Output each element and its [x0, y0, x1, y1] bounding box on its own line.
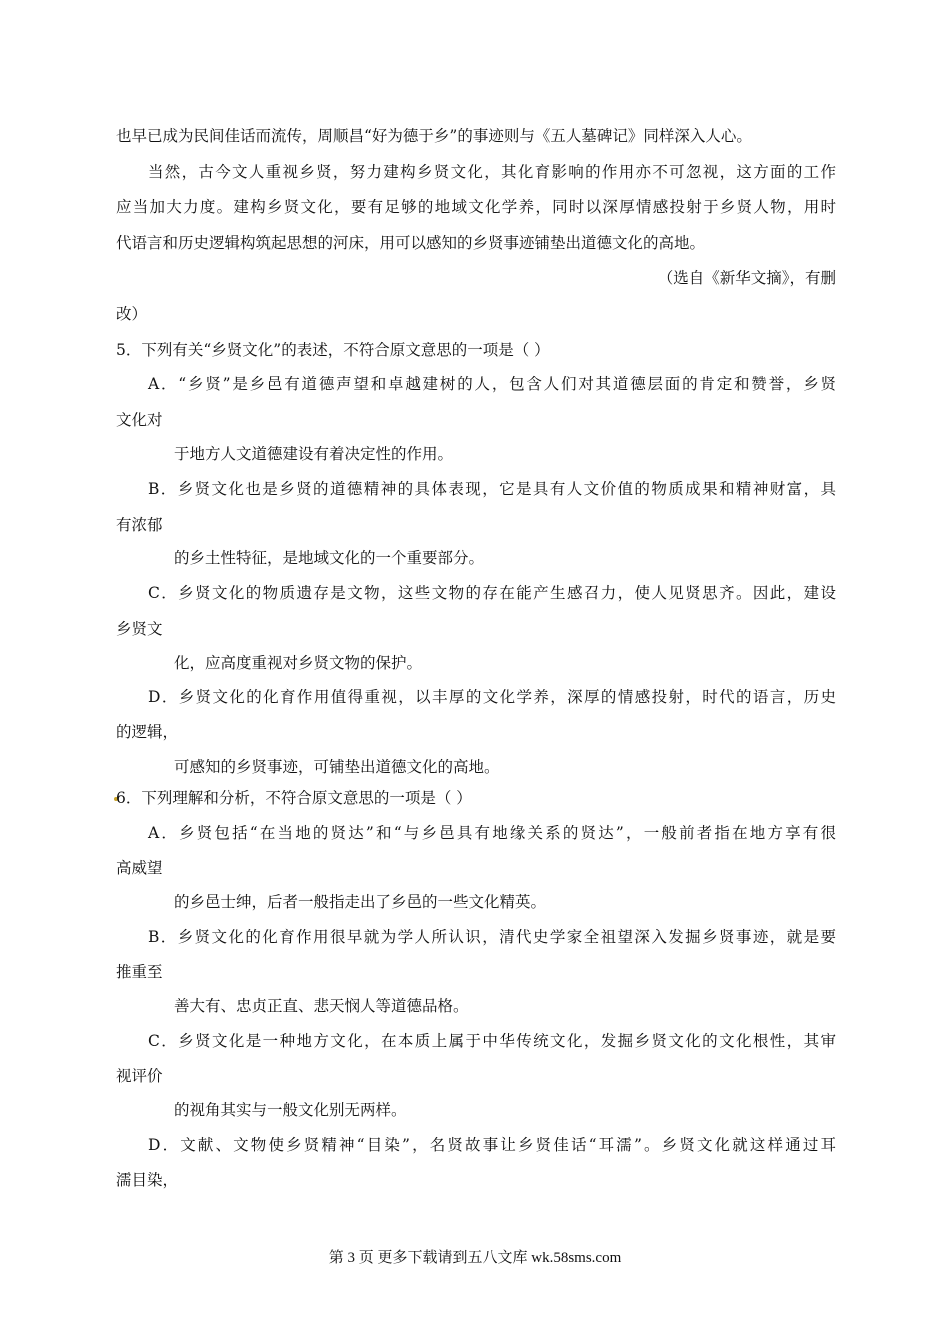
question-5-option-d-continued: 可感知的乡贤事迹，可铺垫出道德文化的高地。	[174, 758, 500, 776]
question-5-option-c: C．乡贤文化的物质遗存是文物，这些文物的存在能产生感召力，使人见贤思齐。因此，建设	[148, 584, 836, 602]
question-6-option-a-wrap: 高威望	[116, 859, 163, 877]
question-5-option-c-continued: 化，应高度重视对乡贤文物的保护。	[174, 654, 423, 672]
question-5-option-d-wrap: 的逻辑，	[116, 723, 179, 741]
question-5-option-c-wrap: 乡贤文	[116, 620, 163, 638]
paragraph-line: 也早已成为民间佳话而流传，周顺昌“好为德于乡”的事迹则与《五人墓碑记》同样深入人心。	[116, 127, 752, 145]
question-6-option-c: C．乡贤文化是一种地方文化，在本质上属于中华传统文化，发掘乡贤文化的文化根性，其审	[148, 1032, 836, 1050]
page-footer: 第 3 页 更多下载请到五八文库 wk.58sms.com	[328, 1250, 622, 1266]
question-5-option-a-continued: 于地方人文道德建设有着决定性的作用。	[174, 445, 454, 463]
question-6-stem: 6．下列理解和分析，不符合原文意思的一项是（ ）	[116, 789, 472, 807]
question-6-option-c-continued: 的视角其实与一般文化别无两样。	[174, 1101, 407, 1119]
question-6-option-d: D．文献、文物使乡贤精神“目染”，名贤故事让乡贤佳话“耳濡”。乡贤文化就这样通过耳	[148, 1136, 836, 1154]
question-5-option-d: D．乡贤文化的化育作用值得重视，以丰厚的文化学养，深厚的情感投射，时代的语言，历史	[148, 688, 836, 706]
question-5-stem: 5．下列有关“乡贤文化”的表述，不符合原文意思的一项是（ ）	[116, 341, 550, 359]
paragraph-line: 当然，古今文人重视乡贤，努力建构乡贤文化，其化育影响的作用亦不可忽视，这方面的工作	[148, 163, 836, 181]
question-5-option-a-wrap: 文化对	[116, 411, 163, 429]
question-6-option-d-wrap: 濡目染，	[116, 1171, 179, 1189]
question-5-option-b-continued: 的乡土性特征，是地域文化的一个重要部分。	[174, 549, 485, 567]
question-5-option-b: B．乡贤文化也是乡贤的道德精神的具体表现，它是具有人文价值的物质成果和精神财富，具	[148, 480, 836, 498]
question-6-option-b-continued: 善大有、忠贞正直、悲天悯人等道德品格。	[174, 997, 469, 1015]
question-5-option-a: A．“乡贤”是乡邑有道德声望和卓越建树的人，包含人们对其道德层面的肯定和赞誉，乡贤	[148, 375, 836, 393]
question-6-option-b-wrap: 推重至	[116, 963, 163, 981]
paragraph-line: 应当加大力度。建构乡贤文化，要有足够的地域文化学养，同时以深厚情感投射于乡贤人物，用时	[116, 198, 836, 216]
paragraph-line: 代语言和历史逻辑构筑起思想的河床，用可以感知的乡贤事迹铺垫出道德文化的高地。	[116, 234, 706, 252]
source-citation-continued: 改）	[116, 305, 148, 323]
source-citation: （选自《新华文摘》，有删	[657, 269, 836, 287]
question-6-option-b: B．乡贤文化的化育作用很早就为学人所认识，清代史学家全祖望深入发掘乡贤事迹，就是要	[148, 928, 836, 946]
question-6-option-c-wrap: 视评价	[116, 1067, 163, 1085]
question-6-option-a: A．乡贤包括“在当地的贤达”和“与乡邑具有地缘关系的贤达”，一般前者指在地方享有很	[148, 824, 836, 842]
question-5-option-b-wrap: 有浓郁	[116, 516, 163, 534]
question-6-option-a-continued: 的乡邑士绅，后者一般指走出了乡邑的一些文化精英。	[174, 893, 547, 911]
